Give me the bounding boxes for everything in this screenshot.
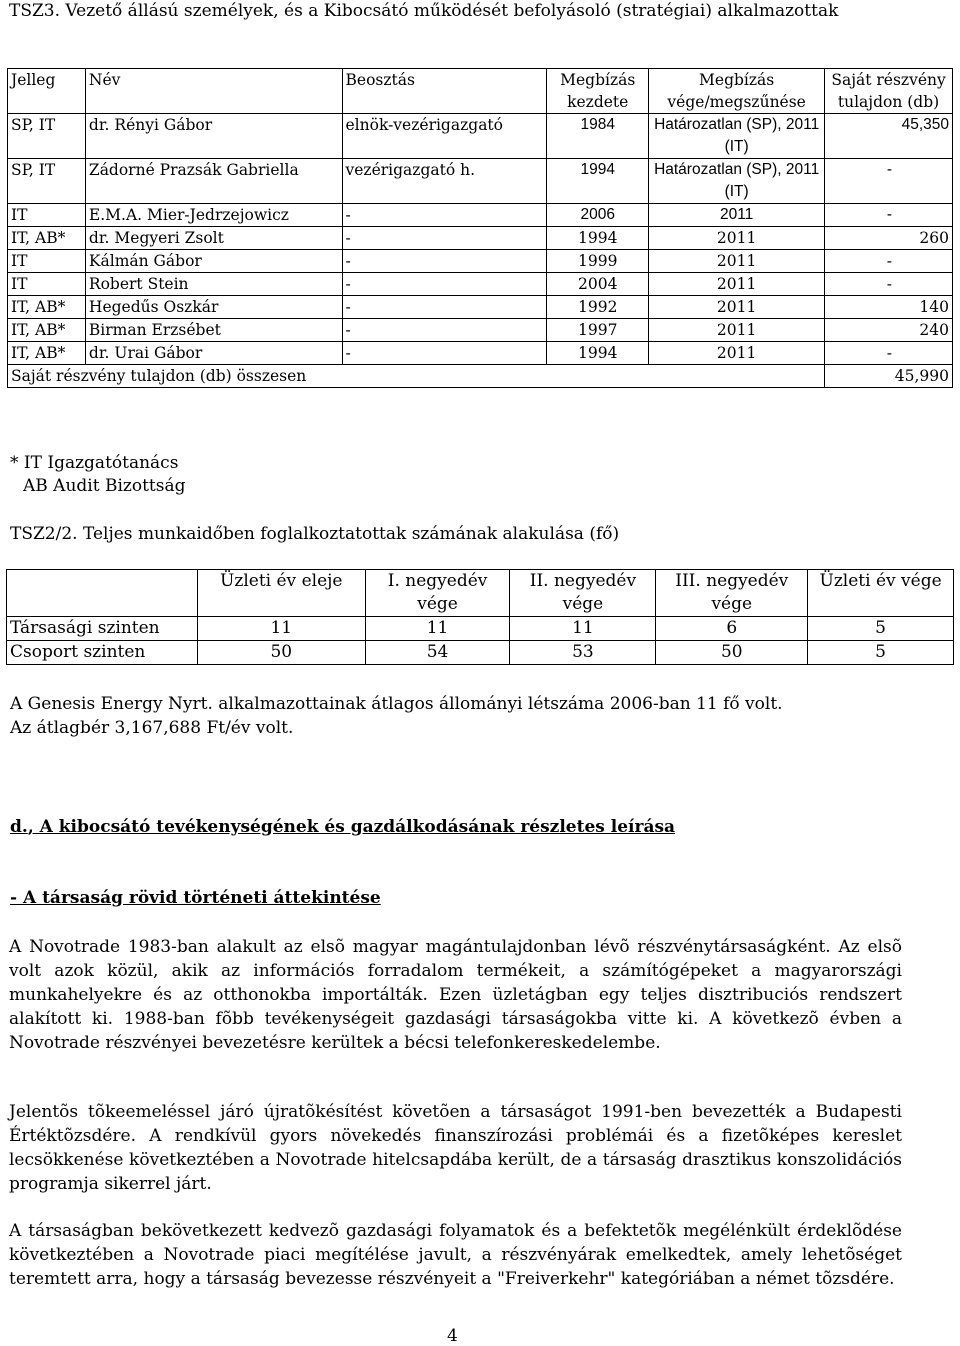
header-megbizas-kezdete: Megbízás kezdete: [547, 69, 649, 114]
cell-reszveny: 260: [825, 227, 953, 250]
cell-value: 11: [365, 617, 510, 641]
cell-kezdete: 1992: [547, 296, 649, 319]
header-jelleg: Jelleg: [8, 69, 86, 114]
table-row: [8, 250, 953, 273]
table-row: [8, 227, 953, 250]
avg-salary-note: Az átlagbér 3,167,688 Ft/év volt.: [10, 718, 294, 738]
cell-nev: dr. Megyeri Zsolt: [85, 227, 342, 250]
cell-value: 53: [510, 641, 656, 665]
section-d-prefix: d.: [10, 817, 28, 837]
cell-jelleg: IT, AB*: [8, 319, 86, 342]
tsz3-header-row: [8, 69, 953, 114]
tsz22-title: TSZ2/2. Teljes munkaidőben foglalkoztatottak számának alakulása (fő): [10, 524, 620, 544]
cell-jelleg: SP, IT: [8, 159, 86, 204]
cell-beosztas: -: [342, 342, 547, 365]
cell-reszveny: -: [825, 273, 953, 296]
cell-beosztas: elnök-vezérigazgató: [342, 114, 547, 159]
table-row: [8, 273, 953, 296]
history-paragraph-1: A Novotrade 1983-ban alakult az elsõ magyar magántulajdonban lévõ részvénytársaságként. Az elsõ volt azok közül, akik az információs forradalom termékeit, a számítógépeket a magyarországi munkahelyekre és az otthonokba importálták. Ezen üzletágban egy teljes disztribuciós rendszert alakított ki. 1988-ban fõbb tevékenységeit gazdasági társaságokba vitte ki. A következõ évben a Novotrade részvényei bevezetésre kerültek a bécsi telefonkereskedelembe.: [9, 937, 902, 1053]
table-row: [8, 342, 953, 365]
cell-vege: 2011: [649, 227, 825, 250]
row-label: Társasági szinten: [7, 617, 198, 641]
header-iii-negyedev: III. negyedév vége: [656, 570, 808, 617]
cell-kezdete: 1997: [547, 319, 649, 342]
cell-value: 50: [197, 641, 365, 665]
cell-vege: 2011: [649, 250, 825, 273]
cell-reszveny: 240: [825, 319, 953, 342]
section-d-title: [10, 816, 675, 839]
table-row: [7, 641, 954, 665]
cell-value: 11: [197, 617, 365, 641]
cell-reszveny: 140: [825, 296, 953, 319]
header-sajat-reszveny: Saját részvény tulajdon (db): [825, 69, 953, 114]
total-label: Saját részvény tulajdon (db) összesen: [8, 365, 825, 388]
cell-jelleg: IT: [8, 250, 86, 273]
cell-jelleg: IT: [8, 273, 86, 296]
header-ii-negyedev: II. negyedév vége: [510, 570, 656, 617]
cell-nev: dr. Rényi Gábor: [85, 114, 342, 159]
cell-kezdete: 2006: [547, 204, 649, 227]
page-number: 4: [447, 1326, 458, 1346]
cell-nev: Zádorné Prazsák Gabriella: [85, 159, 342, 204]
cell-value: 5: [808, 617, 954, 641]
cell-kezdete: 1994: [547, 342, 649, 365]
cell-nev: Robert Stein: [85, 273, 342, 296]
header-beosztas: Beosztás: [342, 69, 547, 114]
cell-kezdete: 1999: [547, 250, 649, 273]
table-row: [8, 319, 953, 342]
cell-nev: Birman Erzsébet: [85, 319, 342, 342]
tsz22-header-row: [7, 570, 954, 617]
table-row: [8, 159, 953, 204]
cell-beosztas: -: [342, 204, 547, 227]
cell-reszveny: -: [825, 342, 953, 365]
cell-beosztas: -: [342, 250, 547, 273]
cell-kezdete: 1994: [547, 159, 649, 204]
table-row: [8, 114, 953, 159]
headcount-note: A Genesis Energy Nyrt. alkalmazottainak átlagos állományi létszáma 2006-ban 11 fő volt.: [10, 694, 783, 714]
cell-vege: Határozatlan (SP), 2011 (IT): [649, 114, 825, 159]
cell-reszveny: 45,350: [825, 114, 953, 159]
cell-vege: 2011: [649, 342, 825, 365]
cell-value: 6: [656, 617, 808, 641]
cell-jelleg: IT, AB*: [8, 296, 86, 319]
cell-vege: 2011: [649, 319, 825, 342]
table-row: [8, 204, 953, 227]
cell-beosztas: vezérigazgató h.: [342, 159, 547, 204]
cell-reszveny: -: [825, 250, 953, 273]
table-row: [8, 296, 953, 319]
cell-value: 54: [365, 641, 510, 665]
header-uzleti-ev-vege: Üzleti év vége: [808, 570, 954, 617]
total-value: 45,990: [825, 365, 953, 388]
header-empty: [7, 570, 198, 617]
history-subtitle: - A társaság rövid történeti áttekintése: [10, 888, 381, 908]
legend-ab: AB Audit Bizottság: [23, 476, 186, 496]
cell-vege: 2011: [649, 296, 825, 319]
history-paragraph-3: A társaságban bekövetkezett kedvezõ gazdasági folyamatok és a befektetõk megélénkült érdeklõdése következtében a Novotrade piaci megítélése javult, a részvényárak emelkedtek, amely lehetõséget teremtett arra, hogy a társaság bevezesse részvényeit a "Freiverkehr" kategóriában a német tõzsdére.: [9, 1221, 902, 1289]
tsz22-table: [6, 569, 954, 665]
row-label: Csoport szinten: [7, 641, 198, 665]
cell-jelleg: IT, AB*: [8, 227, 86, 250]
header-nev: Név: [85, 69, 342, 114]
cell-value: 11: [510, 617, 656, 641]
table-row: [7, 617, 954, 641]
cell-jelleg: IT, AB*: [8, 342, 86, 365]
header-uzleti-ev-eleje: Üzleti év eleje: [197, 570, 365, 617]
header-megbizas-vege: Megbízás vége/megszűnése: [649, 69, 825, 114]
cell-beosztas: -: [342, 319, 547, 342]
cell-beosztas: -: [342, 296, 547, 319]
header-i-negyedev: I. negyedév vége: [365, 570, 510, 617]
cell-nev: dr. Urai Gábor: [85, 342, 342, 365]
legend-it: * IT Igazgatótanács: [10, 453, 179, 473]
tsz3-total-row: [8, 365, 953, 388]
cell-reszveny: -: [825, 204, 953, 227]
tsz3-table: [7, 68, 953, 388]
cell-vege: 2011: [649, 204, 825, 227]
cell-nev: Kálmán Gábor: [85, 250, 342, 273]
cell-vege: Határozatlan (SP), 2011 (IT): [649, 159, 825, 204]
history-paragraph-2: Jelentõs tõkeemeléssel járó újratõkésítést követõen a társaságot 1991-ben bevezették a Budapesti Értéktõzsdére. A rendkívül gyors növekedés finanszírozási problémái és a fizetõképes kereslet lecsökkenése következtében a Novotrade hitelcsapdába került, de a társaság drasztikus konszolidációs programja sikerrel járt.: [9, 1102, 902, 1194]
cell-nev: Hegedűs Oszkár: [85, 296, 342, 319]
cell-value: 50: [656, 641, 808, 665]
cell-nev: E.M.A. Mier-Jedrzejowicz: [85, 204, 342, 227]
tsz3-title: TSZ3. Vezető állású személyek, és a Kibocsátó működését befolyásoló (stratégiai) alkalmazottak: [9, 1, 839, 21]
cell-kezdete: 2004: [547, 273, 649, 296]
cell-vege: 2011: [649, 273, 825, 296]
cell-jelleg: SP, IT: [8, 114, 86, 159]
cell-jelleg: IT: [8, 204, 86, 227]
cell-kezdete: 1994: [547, 227, 649, 250]
cell-reszveny: -: [825, 159, 953, 204]
cell-beosztas: -: [342, 273, 547, 296]
section-d-text: , A kibocsátó tevékenységének és gazdálkodásának részletes leírása: [27, 817, 676, 837]
cell-value: 5: [808, 641, 954, 665]
cell-beosztas: -: [342, 227, 547, 250]
cell-kezdete: 1984: [547, 114, 649, 159]
